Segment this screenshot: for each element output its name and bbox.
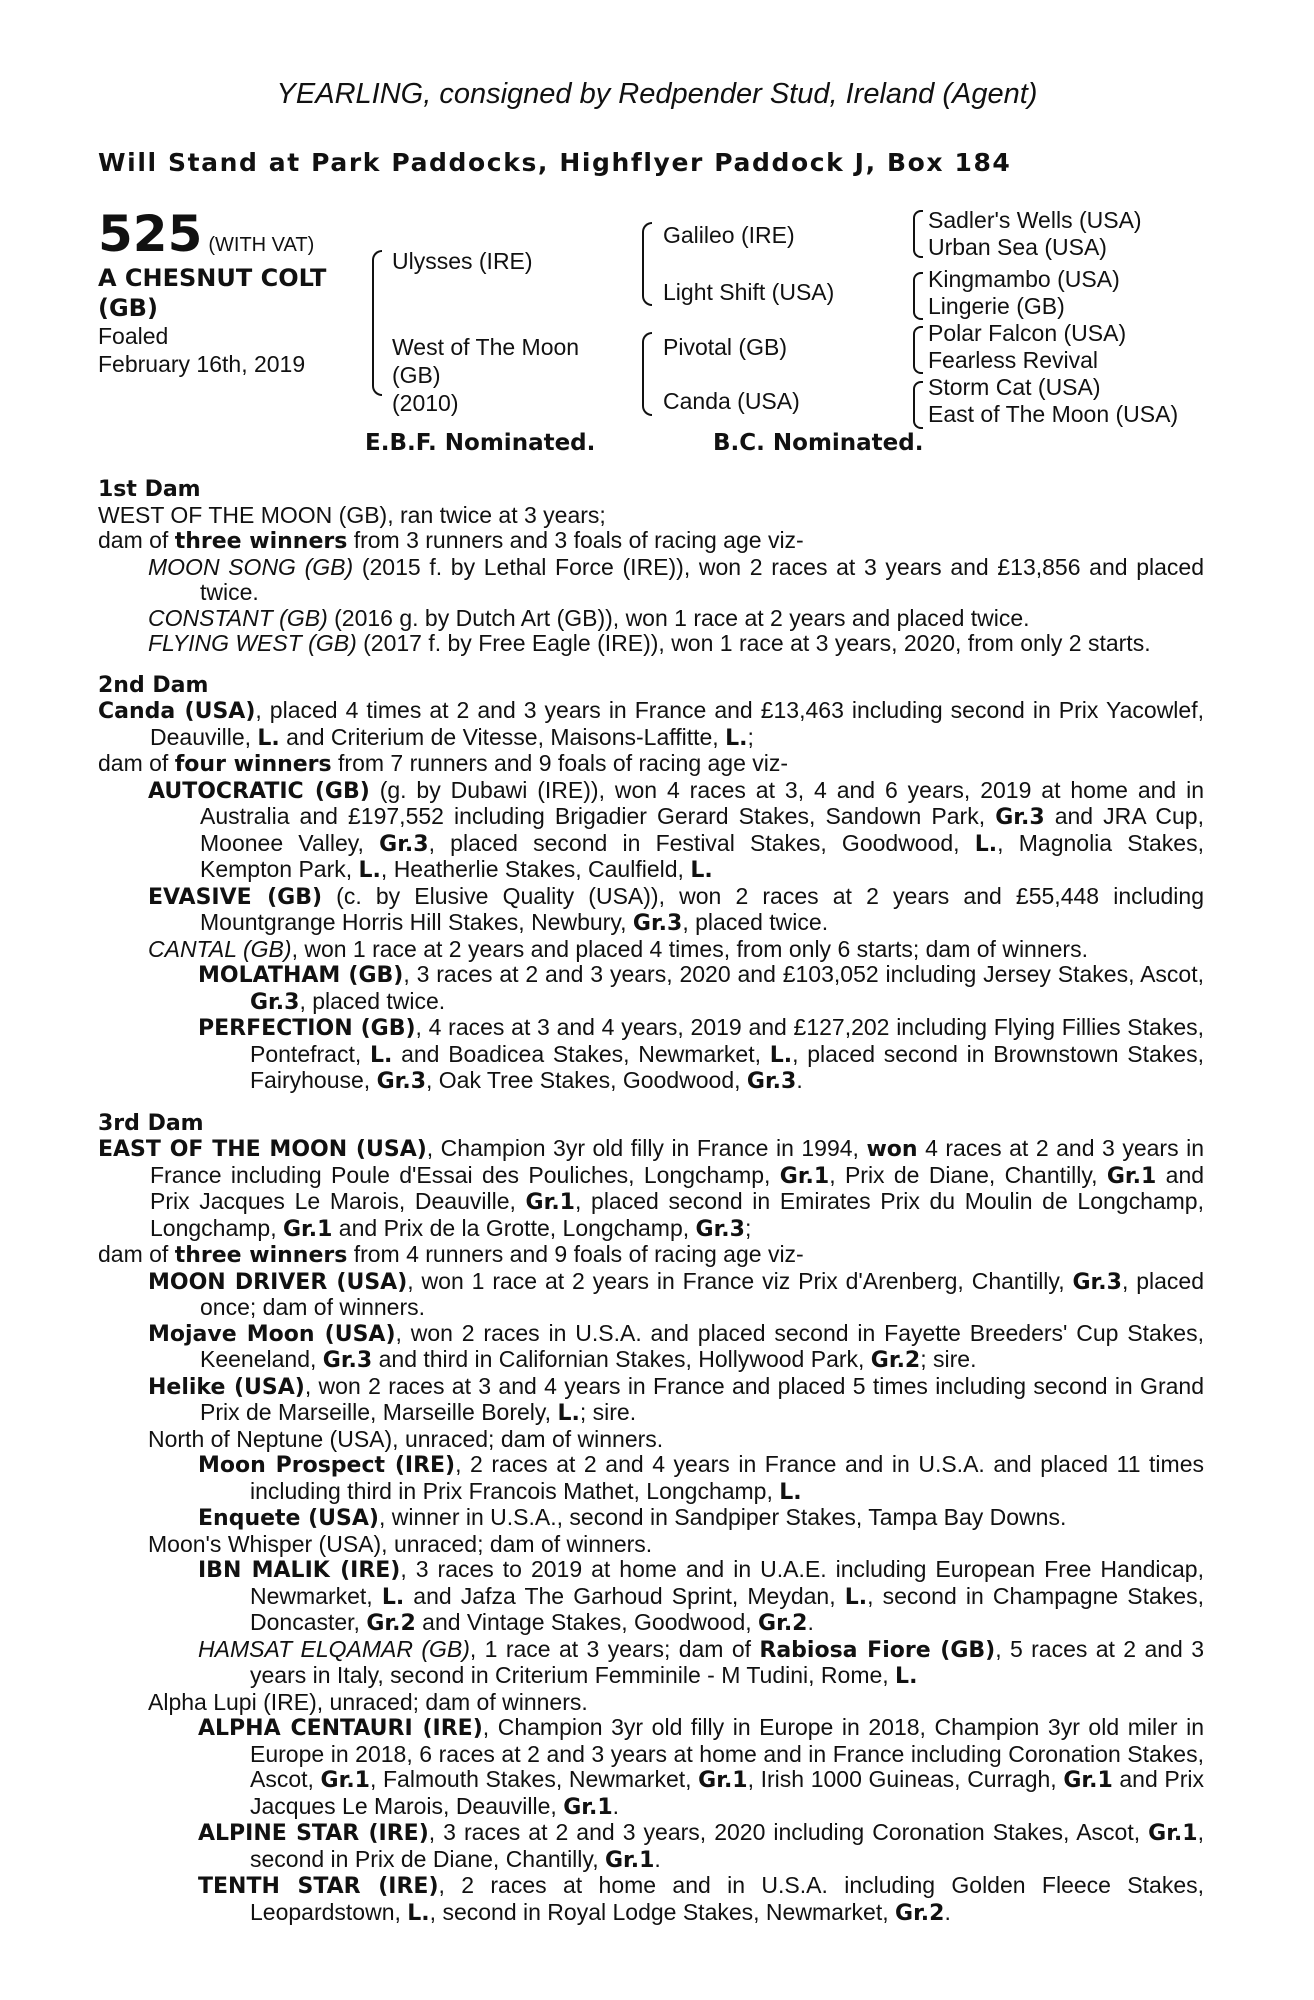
text-run: , won 2 races at 3 and 4 years in France and placed 5 times including second in Grand Prix de Marseille, Marseille Borely, (200, 1372, 1204, 1425)
pedigree-sire-brace (642, 222, 652, 306)
text-run: , won 1 race at 2 years in France viz Prix d'Arenberg, Chantilly, (407, 1267, 1073, 1294)
record-paragraph (98, 1690, 1204, 1716)
pedigree-sd: Light Shift (USA) (663, 279, 835, 305)
record-paragraph (98, 631, 1204, 657)
bold-run: Moon Prospect (IRE) (198, 1453, 456, 1478)
record-paragraph (98, 1452, 1204, 1505)
bold-run: Gr.3 (995, 805, 1045, 830)
text-run: . (654, 1845, 661, 1872)
bold-run: L. (690, 858, 713, 883)
text-run: , Magnolia Stakes, Kempton Park, (200, 829, 1204, 882)
record-paragraph (98, 503, 1204, 529)
italic-run: HAMSAT ELQAMAR (GB) (198, 1635, 470, 1662)
text-run: , 2 races at home and in U.S.A. including Golden Fleece Stakes, Leopardstown, (250, 1872, 1205, 1925)
text-run: , Champion 3yr old filly in Europe in 2018, Champion 3yr old miler in Europe in 2018, 6 races at 2 and 3 years at home and in France including Coronation Stakes, Ascot, (250, 1714, 1204, 1792)
bold-run: Gr.3 (250, 989, 300, 1015)
record-paragraph (98, 1269, 1204, 1321)
text-run: and Jafza The Garhoud Sprint, Meydan, (404, 1582, 845, 1609)
bold-run: Gr.1 (1063, 1768, 1113, 1793)
text-run: and third in Californian Stakes, Hollywood Park, (372, 1346, 871, 1372)
bold-run: Helike (USA) (148, 1374, 305, 1400)
bold-run: Gr.1 (563, 1794, 613, 1820)
text-run: , placed twice. (682, 909, 829, 935)
text-run: , 5 races at 2 and 3 years in Italy, second in Criterium Femminile - M Tudini, Rome, (250, 1635, 1205, 1688)
pedigree-brace-dds (913, 381, 923, 429)
text-run: (c. by Elusive Quality (USA)), won 2 races at 2 years and £55,448 including Mountgrange Horris Hill Stakes, Newbury, (200, 882, 1204, 935)
pedigree-ssd: Urban Sea (USA) (928, 234, 1107, 260)
record-paragraph (98, 606, 1204, 632)
lot-number: 525 (98, 205, 203, 263)
record-paragraph (98, 698, 1204, 751)
pedigree-ddd: East of The Moon (USA) (928, 401, 1179, 427)
bold-run: EAST OF THE MOON (USA) (98, 1137, 427, 1162)
text-run: , placed twice. (299, 987, 446, 1014)
text-run: , 1 race at 3 years; dam of (469, 1635, 760, 1662)
text-run: , Prix de Diane, Chantilly, (829, 1161, 1107, 1188)
pedigree-brace-dss (913, 326, 923, 374)
section-heading: 2nd Dam (98, 672, 209, 698)
text-run: and Boadicea Stakes, Newmarket, (392, 1040, 770, 1067)
text-run: , placed 4 times at 2 and 3 years in France and £13,463 including second in Prix Yacowlef, Deauville, (150, 697, 1204, 750)
bold-run: four winners (174, 752, 332, 777)
bold-run: L. (257, 725, 280, 751)
pedigree-dds: Storm Cat (USA) (928, 374, 1101, 400)
bold-run: Gr.1 (1148, 1821, 1198, 1846)
text-run: , second in Champagne Stakes, Doncaster, (250, 1582, 1204, 1635)
pedigree-brace-sds (913, 272, 923, 320)
bold-run: L. (895, 1664, 918, 1689)
text-run: from 7 runners and 9 foals of racing age viz- (331, 750, 789, 776)
text-run: ; (744, 1214, 752, 1241)
text-run: (2015 f. by Lethal Force (IRE)), won 2 races at 3 years and £13,856 and placed twice. (200, 553, 1204, 605)
record-paragraph (98, 1715, 1204, 1820)
text-run: , winner in U.S.A., second in Sandpiper Stakes, Tampa Bay Downs. (378, 1504, 1067, 1530)
record-paragraph (98, 528, 1204, 555)
bold-run: PERFECTION (GB) (198, 1016, 416, 1041)
pedigree-dss: Polar Falcon (USA) (928, 320, 1127, 346)
text-run: ; sire. (579, 1399, 637, 1425)
vat-note: (WITH VAT) (208, 234, 315, 256)
bold-run: TENTH STAR (IRE) (198, 1874, 439, 1899)
lot-description: A CHESNUT COLT (GB) (98, 264, 327, 322)
bc-nominated: B.C. Nominated. (713, 430, 924, 456)
text-run: , Irish 1000 Guineas, Curragh, (747, 1766, 1064, 1792)
bold-run: Gr.1 (698, 1768, 748, 1793)
text-run: ; (747, 723, 754, 750)
record-paragraph (98, 778, 1204, 884)
bold-run: Gr.1 (525, 1190, 575, 1215)
ebf-nominated: E.B.F. Nominated. (365, 430, 596, 456)
italic-run: CANTAL (GB) (148, 935, 292, 962)
text-run: and Prix Jacques Le Marois, Deauville, (150, 1161, 1205, 1214)
bold-run: L. (779, 1479, 802, 1505)
text-run: Moon's Whisper (USA), unraced; dam of winners. (148, 1530, 653, 1557)
text-run: (g. by Dubawi (IRE)), won 4 races at 3, 4 and 6 years, 2019 at home and in Australia and £197,552 including Brigadier Gerard Stakes, Sandown Park, (200, 776, 1204, 829)
pedigree-dam-origin: (GB) (392, 362, 441, 388)
text-run: . (944, 1898, 951, 1925)
text-run: and JRA Cup, Moonee Valley, (200, 803, 1204, 856)
text-run: 4 races at 2 and 3 years in France including Poule d'Essai des Pouliches, Longchamp, (150, 1135, 1204, 1188)
pedigree-ds: Pivotal (GB) (663, 334, 787, 360)
bold-run: Gr.2 (895, 1900, 945, 1926)
record-paragraph (98, 1505, 1204, 1532)
pedigree-dd: Canda (USA) (663, 388, 800, 414)
pedigree-sire: Ulysses (IRE) (392, 248, 533, 274)
pedigree-sdd: Lingerie (GB) (928, 293, 1065, 319)
bold-run: Gr.3 (1072, 1269, 1122, 1295)
foaled-label: Foaled (98, 323, 169, 349)
record-paragraph (98, 1427, 1204, 1453)
text-run: WEST OF THE MOON (GB), ran twice at 3 years; (98, 501, 606, 528)
record-paragraph (98, 1820, 1204, 1873)
italic-run: CONSTANT (GB) (148, 604, 328, 631)
text-run: , Falmouth Stakes, Newmarket, (369, 1766, 699, 1792)
text-run: , second in Royal Lodge Stakes, Newmarket, (429, 1898, 896, 1925)
pedigree-dam-brace (642, 332, 652, 416)
text-run: dam of (98, 527, 175, 553)
bold-run: Gr.1 (604, 1847, 655, 1873)
text-run: and Vintage Stakes, Goodwood, (415, 1609, 759, 1635)
bold-run: IBN MALIK (IRE) (198, 1558, 401, 1583)
section-gap (98, 1095, 1204, 1111)
bold-run: MOLATHAM (GB) (198, 963, 404, 988)
pedigree-sss: Sadler's Wells (USA) (928, 207, 1142, 233)
record-paragraph (98, 937, 1204, 963)
bold-run: L. (974, 831, 998, 857)
record-paragraph (98, 751, 1204, 778)
record-paragraph (98, 1015, 1204, 1095)
lot-block (98, 205, 314, 263)
bold-run: Canda (USA) (98, 699, 256, 724)
bold-run: Gr.2 (758, 1611, 808, 1636)
text-run: , won 1 race at 2 years and placed 4 times, from only 6 starts; dam of winners. (291, 935, 1088, 962)
record-paragraph (98, 1637, 1204, 1690)
bold-run: Gr.3 (695, 1216, 745, 1242)
pedigree-brace-sss (913, 210, 923, 258)
page-header: YEARLING, consigned by Redpender Stud, Ireland (Agent) (276, 78, 1038, 110)
bold-run: L. (381, 1584, 405, 1610)
bold-run: Mojave Moon (USA) (148, 1321, 396, 1347)
text-run: and Prix de la Grotte, Longchamp, (332, 1214, 696, 1241)
text-run: (2016 g. by Dutch Art (GB)), won 1 race at 2 years and placed twice. (327, 604, 1030, 631)
bold-run: three winners (174, 1243, 348, 1268)
bold-run: Gr.3 (322, 1348, 373, 1373)
text-run: and Prix Jacques Le Marois, Deauville, (250, 1766, 1204, 1819)
bold-run: L. (769, 1042, 793, 1068)
text-run: . (796, 1067, 803, 1093)
record-paragraph (98, 1242, 1204, 1269)
text-run: , placed second in Festival Stakes, Goodwood, (428, 829, 975, 856)
bold-run: EVASIVE (GB) (148, 884, 323, 910)
text-run: , 3 races at 2 and 3 years, 2020 including Coronation Stakes, Ascot, (428, 1819, 1149, 1845)
pedigree-dam-name: West of The Moon (392, 334, 580, 360)
text-run: dam of (98, 1241, 175, 1267)
text-run: (2017 f. by Free Eagle (IRE)), won 1 race at 3 years, 2020, from only 2 starts. (356, 630, 1151, 656)
bold-run: Gr.2 (366, 1611, 416, 1636)
bold-run: L. (725, 725, 748, 751)
text-run: , Heatherlie Stakes, Caulfield, (380, 856, 691, 882)
bold-run: won (866, 1137, 918, 1162)
record-paragraph (98, 962, 1204, 1015)
dam-records (98, 477, 1204, 1926)
text-run: , placed second in Brownstown Stakes, Fairyhouse, (250, 1040, 1204, 1093)
text-run: , 3 races to 2019 at home and in U.A.E. including European Free Handicap, Newmarket, (250, 1556, 1204, 1609)
pedigree-dam-year: (2010) (392, 390, 459, 416)
bold-run: Gr.1 (779, 1163, 830, 1189)
section-heading: 1st Dam (98, 477, 201, 502)
record-paragraph (98, 884, 1204, 937)
bold-run: Enquete (USA) (198, 1506, 379, 1531)
pedigree-sds: Kingmambo (USA) (928, 266, 1120, 292)
record-paragraph (98, 555, 1204, 606)
pedigree-dam (392, 333, 579, 417)
section-heading: 3rd Dam (98, 1110, 204, 1136)
text-run: , Champion 3yr old filly in France in 1994, (426, 1135, 867, 1161)
record-paragraph (98, 1557, 1204, 1637)
bold-run: Gr.1 (282, 1216, 333, 1242)
record-paragraph (98, 1532, 1204, 1558)
bold-run: L. (369, 1042, 393, 1068)
record-paragraph (98, 1374, 1204, 1427)
text-run: , placed once; dam of winners. (200, 1267, 1204, 1320)
text-run: , won 2 races in U.S.A. and placed second in Fayette Breeders' Cup Stakes, Keeneland, (200, 1319, 1204, 1372)
text-run: , 3 races at 2 and 3 years, 2020 and £103,052 including Jersey Stakes, Ascot, (403, 961, 1204, 987)
text-run: , 4 races at 3 and 4 years, 2019 and £127,202 including Flying Fillies Stakes, Pontefract, (250, 1014, 1204, 1067)
bold-run: Gr.3 (632, 911, 683, 936)
bold-run: L. (358, 858, 381, 883)
stable-location: Will Stand at Park Paddocks, Highflyer Paddock J, Box 184 (98, 148, 1012, 177)
record-paragraph (98, 1321, 1204, 1374)
bold-run: L. (844, 1584, 868, 1610)
text-run: . (612, 1792, 620, 1819)
bold-run: Gr.3 (379, 831, 429, 857)
bold-run: Gr.1 (1106, 1163, 1157, 1189)
bold-run: Gr.1 (320, 1768, 370, 1793)
text-run: . (807, 1609, 814, 1635)
text-run: dam of (98, 750, 175, 776)
record-paragraph (98, 1136, 1204, 1242)
foaled-date: February 16th, 2019 (98, 351, 306, 377)
italic-run: MOON SONG (GB) (148, 553, 354, 580)
pedigree-dsd: Fearless Revival (928, 347, 1098, 373)
bold-run: Gr.2 (870, 1348, 921, 1373)
text-run: from 4 runners and 9 foals of racing age viz- (347, 1241, 804, 1267)
bold-run: ALPHA CENTAURI (IRE) (198, 1716, 483, 1741)
pedigree-main-brace (372, 250, 382, 396)
text-run: Alpha Lupi (IRE), unraced; dam of winners. (148, 1688, 588, 1715)
text-run: , second in Prix de Diane, Chantilly, (250, 1819, 1204, 1872)
pedigree-ss: Galileo (IRE) (663, 222, 795, 248)
bold-run: Rabiosa Fiore (GB) (759, 1637, 996, 1663)
text-run: from 3 runners and 3 foals of racing age viz- (347, 527, 804, 553)
bold-run: AUTOCRATIC (GB) (148, 778, 370, 804)
bold-run: L. (557, 1401, 580, 1426)
text-run: North of Neptune (USA), unraced; dam of winners. (148, 1425, 664, 1452)
foaled-info (98, 322, 305, 378)
italic-run: FLYING WEST (GB) (148, 630, 357, 656)
text-run: , Oak Tree Stakes, Goodwood, (426, 1067, 747, 1093)
text-run: , placed second in Emirates Prix du Moulin de Longchamp, Longchamp, (150, 1188, 1204, 1241)
bold-run: MOON DRIVER (USA) (148, 1269, 408, 1295)
record-paragraph (98, 1873, 1204, 1926)
bold-run: Gr.3 (746, 1069, 797, 1094)
text-run: and Criterium de Vitesse, Maisons-Laffitte, (279, 723, 726, 750)
bold-run: L. (407, 1900, 430, 1926)
bold-run: ALPINE STAR (IRE) (198, 1821, 429, 1846)
section-gap (98, 657, 1204, 673)
text-run: , 2 races at 2 and 4 years in France and in U.S.A. and placed 11 times including third in Prix Francois Mathet, Longchamp, (250, 1451, 1204, 1504)
text-run: ; sire. (920, 1346, 977, 1372)
bold-run: Gr.3 (376, 1069, 426, 1094)
bold-run: three winners (174, 529, 348, 554)
